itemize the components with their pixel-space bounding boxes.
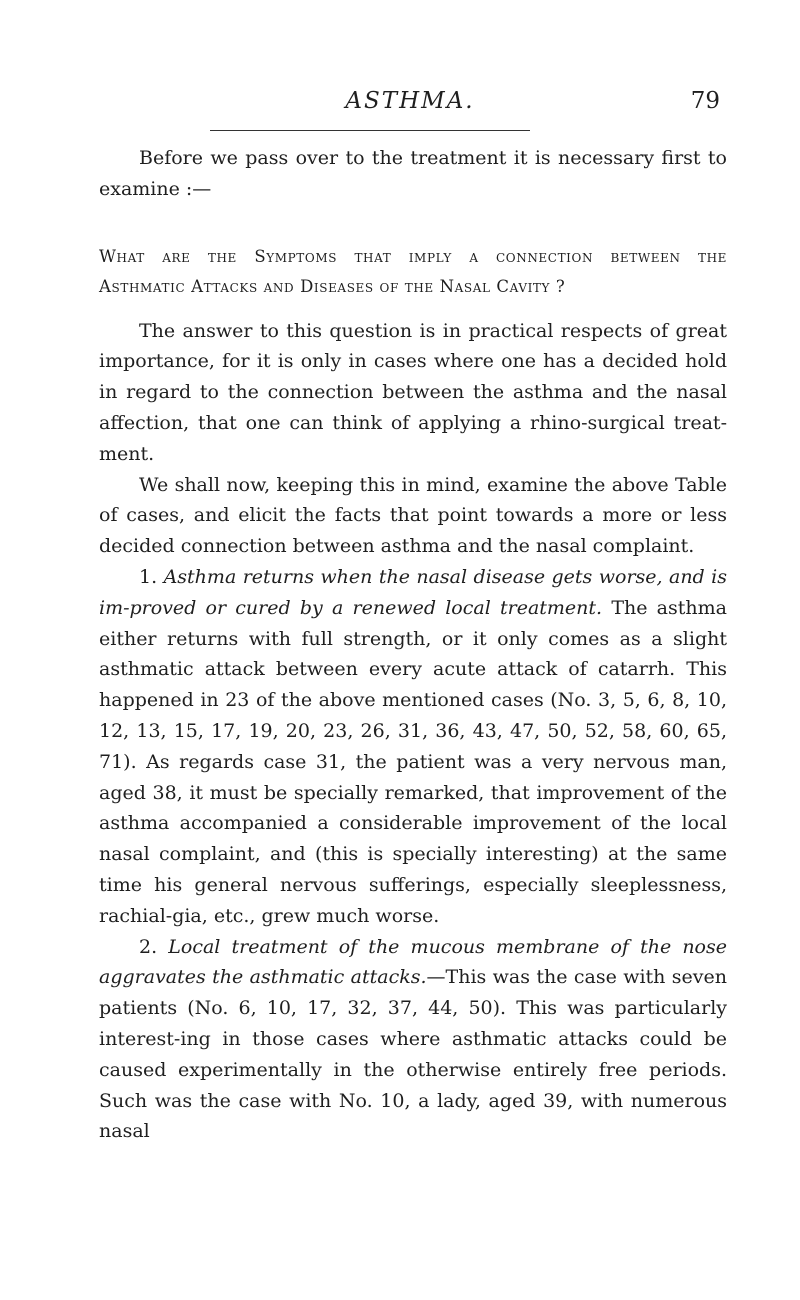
point-1-heading: Asthma returns when the nasal disease gets worse, and is im-proved or cured by a renewed local treatment.: [99, 565, 727, 619]
running-title: ASTHMA.: [345, 88, 475, 114]
paragraph-examine-table: We shall now, keeping this in mind, examine the above Table of cases, and elicit the facts that point towards a more or less decided connection between asthma and the nasal complaint.: [99, 473, 727, 558]
point-1-number: 1.: [139, 565, 158, 588]
point-2-number: 2.: [139, 935, 158, 958]
section-heading-line-1: What are the Symptoms that imply a connection between the: [99, 246, 727, 266]
section-heading-line-2: Asthmatic Attacks and Diseases of the Nasal Cavity ?: [99, 276, 566, 296]
section-heading: [99, 242, 727, 302]
point-2-text: —This was the case with seven patients (No. 6, 10, 17, 32, 37, 44, 50). This was particularly interest-ing in those cases where asthmatic attacks could be caused experimentally in the otherwise entirely free periods. Such was the case with No. 10, a lady, aged 39, with numerous nasal: [99, 966, 727, 1143]
header-rule: [210, 130, 530, 131]
intro-paragraph: Before we pass over to the treatment it is necessary first to examine :—: [99, 147, 727, 200]
point-1-text: The asthma either returns with full strength, or it only comes as a slight asthmatic attack between every acute attack of catarrh. This happened in 23 of the above mentioned cases (No. 3, 5, 6, 8, 10, 12, 13, 15, 17, 19, 20, 23, 26, 31, 36, 43, 47, 50, 52, 58, 60, 65, 71). As regards case 31, the patient was a very nervous man, aged 38, it must be specially remarked, that improvement of the asthma accompanied a considerable improvement of the local nasal complaint, and (this is specially interesting) at the same time his general nervous sufferings, especially sleeplessness, rachial-gia, etc., grew much worse.: [99, 596, 727, 927]
body-text: [99, 143, 727, 1147]
paragraph-point-1: [99, 562, 727, 932]
running-head: [100, 88, 720, 124]
page-number: 79: [690, 88, 720, 114]
paragraph-point-2: [99, 932, 727, 1148]
point-2-heading: Local treatment of the mucous membrane of the nose aggravates the asthmatic attacks.: [99, 935, 727, 989]
paragraph-answer: The answer to this question is in practical respects of great importance, for it is only in cases where one has a decided hold in regard to the connection between the asthma and the nasal affection, that one can think of applying a rhino-surgical treat-ment.: [99, 319, 727, 465]
